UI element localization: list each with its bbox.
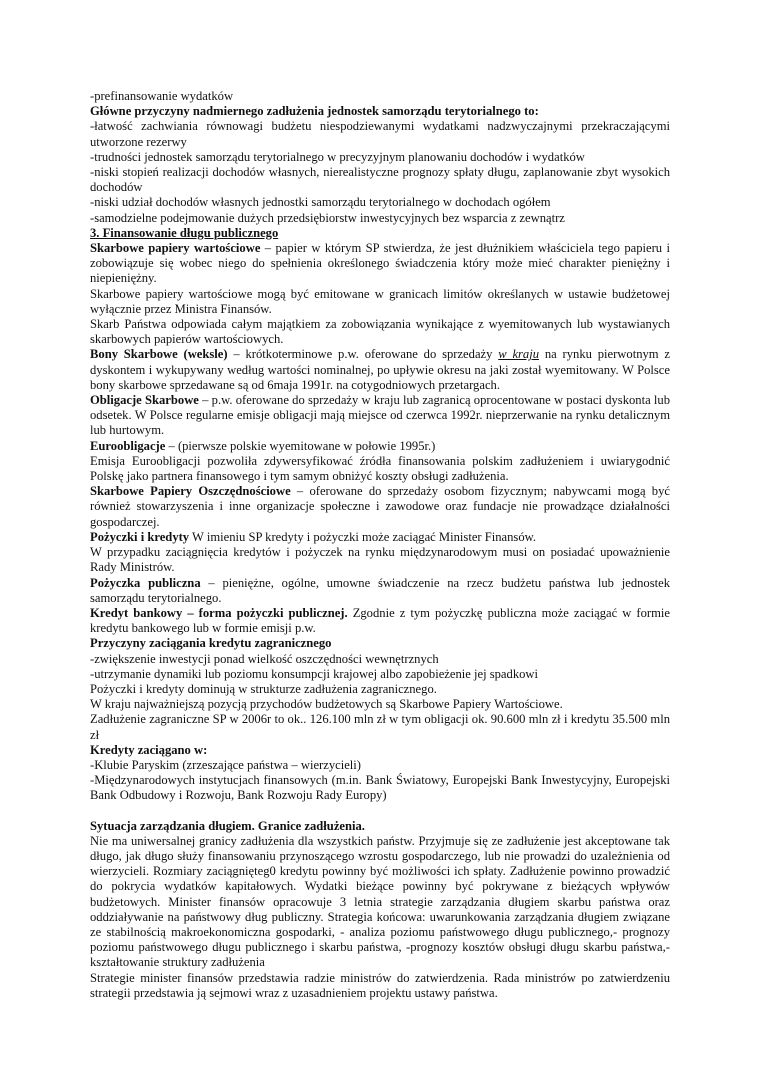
definition: Zgodnie z tym pożyczkę publiczna może zaciągać w formie kredytu bankowego lub w formie emisji p.w. (90, 605, 670, 636)
paragraph: Strategie minister finansów przedstawia radzie ministrów do zatwierdzenia. Rada ministrów po zatwierdzeniu strategii przedstawia ją sejmowi wraz z uzasadnieniem projektu ustawy państwa. (90, 970, 670, 1000)
paragraph: W kraju najważniejszą pozycją przychodów budżetowych są Skarbowe Papiery Wartościowe. (90, 697, 563, 712)
hyperlink[interactable]: w kraju (498, 347, 540, 362)
paragraph (90, 241, 670, 287)
term: Obligacje Skarbowe (90, 393, 199, 408)
paragraph: Emisja Euroobligacji pozwoliła zdywersyfikować źródła finansowania polskim zadłużeniem i uwiarygodnić Polskę jako partnera finansowego i tym samym obniżyć koszty obsługi zadłużenia. (90, 453, 670, 484)
term: Kredyt bankowy – forma pożyczki publicznej. (90, 605, 348, 620)
term: Pożyczka publiczna (90, 575, 201, 590)
term: Pożyczki i kredyty (90, 529, 190, 544)
paragraph (90, 530, 670, 545)
definition: – p.w. oferowane do sprzedaży w kraju lub zagranicą oprocentowane w postaci dyskonta lub odsetek. W Polsce regularne emisje obligacji mają miejsce od czerwca 1992r. nieprzerwanie na rynku detalicznym lub hurtowym. (90, 393, 671, 438)
spacer (90, 804, 670, 819)
document-page (90, 89, 670, 1001)
paragraph (90, 484, 670, 530)
list-item: -zwiększenie inwestycji ponad wielkość oszczędności wewnętrznych (90, 651, 439, 666)
list-item: -Klubie Paryskim (zrzeszające państwa – wierzycieli) (90, 757, 361, 772)
section-heading: Sytuacja zarządzania długiem. Granice zadłużenia. (90, 818, 365, 833)
definition: – pieniężne, ogólne, umowne świadczenie na rzecz budżetu państwa lub jednostek samorządu terytorialnego. (90, 575, 671, 605)
term: Euroobligacje (90, 438, 166, 453)
section-title: 3. Finansowanie długu publicznego (90, 225, 279, 240)
paragraph: Nie ma uniwersalnej granicy zadłużenia dla wszystkich państw. Przyjmuje się ze zadłużenie jest akceptowane tak długo, jak długo służy finansowaniu przynoszącego wzrostu gospodarczego, lub nie prowadzi do uzależnienia od wierzycieli. Rozmiary zaciągnięteg0 kredytu powinny być możliwości ich spłaty. Zadłużenie powinno prowadzić do pokrycia wydatków kapitałowych. Wydatki bieżące powinny być pokrywane z bieżących wpływów budżetowych. Minister finansów opracowuje 3 letnia strategie zarządzania długiem skarbu państwa oraz oddziaływanie na państwowy dług publiczny. Strategia końcowa: uwarunkowania zarządzania długiem związane ze stabilnością makroekonomiczna gospodarki, - analiza poziomu państwowego długu publicznego,- prognozy poziomu państwowego długu publicznego i skarbu państwa, -prognozy kosztów obsługi długu skarbu państwa,- kształtowanie struktury zadłużenia (90, 833, 670, 970)
paragraph: Pożyczki i kredyty dominują w strukturze zadłużenia zagranicznego. (90, 681, 437, 696)
paragraph (90, 439, 670, 454)
paragraph: W przypadku zaciągnięcia kredytów i pożyczek na rynku międzynarodowym musi on posiadać upoważnienie Rady Ministrów. (90, 545, 670, 575)
term: Skarbowe papiery wartościowe (90, 241, 261, 256)
subheading: Przyczyny zaciągania kredytu zagranicznego (90, 636, 332, 651)
definition: – oferowane do sprzedaży osobom fizycznym; nabywcami mogą być również stowarzyszenia i inne organizacje społeczne i zawodowe oraz fundacje nie prowadzące działalności gospodarczej. (90, 484, 670, 529)
term: Skarbowe Papiery Oszczędnościowe (90, 484, 291, 499)
paragraph (90, 606, 670, 636)
definition: – (pierwsze polskie wyemitowane w połowie 1995r.) (165, 438, 436, 453)
list-item: -samodzielne podejmowanie dużych przedsiębiorstw inwestycyjnych bez wsparcia z zewnątrz (90, 210, 565, 225)
paragraph (90, 347, 670, 393)
subheading: Kredyty zaciągano w: (90, 742, 208, 757)
definition: – papier w którym SP stwierdza, że jest dłużnikiem właściciela tego papieru i zobowiązuje się wobec niego do spełnienia określonego świadczenia który może mieć charakter pieniężny i niepieniężny. (90, 241, 670, 286)
list-item: -niski udział dochodów własnych jednostki samorządu terytorialnego w dochodach ogółem (90, 195, 551, 210)
paragraph (90, 393, 670, 439)
term: Bony Skarbowe (weksle) (90, 347, 228, 362)
list-item: -trudności jednostek samorządu terytorialnego w precyzyjnym planowaniu dochodów i wydatków (90, 149, 585, 164)
definition: na rynku pierwotnym z dyskontem i wykupywany według wartości nominalnej, po upływie okresu na jaki został wyemitowany. W Polsce bony skarbowe sprzedawane są od 6maja 1991r. na cotygodniowych przetargach. (90, 347, 670, 392)
definition: W imieniu SP kredyty i pożyczki może zaciągać Minister Finansów. (189, 529, 537, 544)
definition: – krótkoterminowe p.w. oferowane do sprzedaży (227, 347, 499, 362)
paragraph: Skarb Państwa odpowiada całym majątkiem za zobowiązania wynikające z wyemitowanych lub wystawianych skarbowych papierów wartościowych. (90, 317, 670, 347)
list-item: -prefinansowanie wydatków (90, 89, 234, 103)
list-item: -niski stopień realizacji dochodów własnych, nierealistyczne prognozy spłaty długu, zaplanowanie zbyt wysokich dochodów (90, 165, 670, 195)
section-heading: Główne przyczyny nadmiernego zadłużenia jednostek samorządu terytorialnego to: (90, 104, 539, 119)
paragraph: Zadłużenie zagraniczne SP w 2006r to ok.. 126.100 mln zł w tym obligacji ok. 90.600 mln zł i kredytu 35.500 mln zł (90, 712, 670, 742)
list-item: -Międzynarodowych instytucjach finansowych (m.in. Bank Światowy, Europejski Bank Inwestycyjny, Europejski Bank Odbudowy i Rozwoju, Bank Rozwoju Rady Europy) (90, 773, 670, 803)
paragraph: Skarbowe papiery wartościowe mogą być emitowane w granicach limitów określanych w ustawie budżetowej wyłącznie przez Ministra Finansów. (90, 286, 670, 316)
list-item: -utrzymanie dynamiki lub poziomu konsumpcji krajowej albo zapobieżenie jej spadkowi (90, 666, 539, 681)
list-item: -łatwość zachwiania równowagi budżetu niespodziewanymi wydatkami nadzwyczajnymi przekraczającymi utworzone rezerwy (90, 119, 670, 149)
paragraph (90, 576, 670, 606)
